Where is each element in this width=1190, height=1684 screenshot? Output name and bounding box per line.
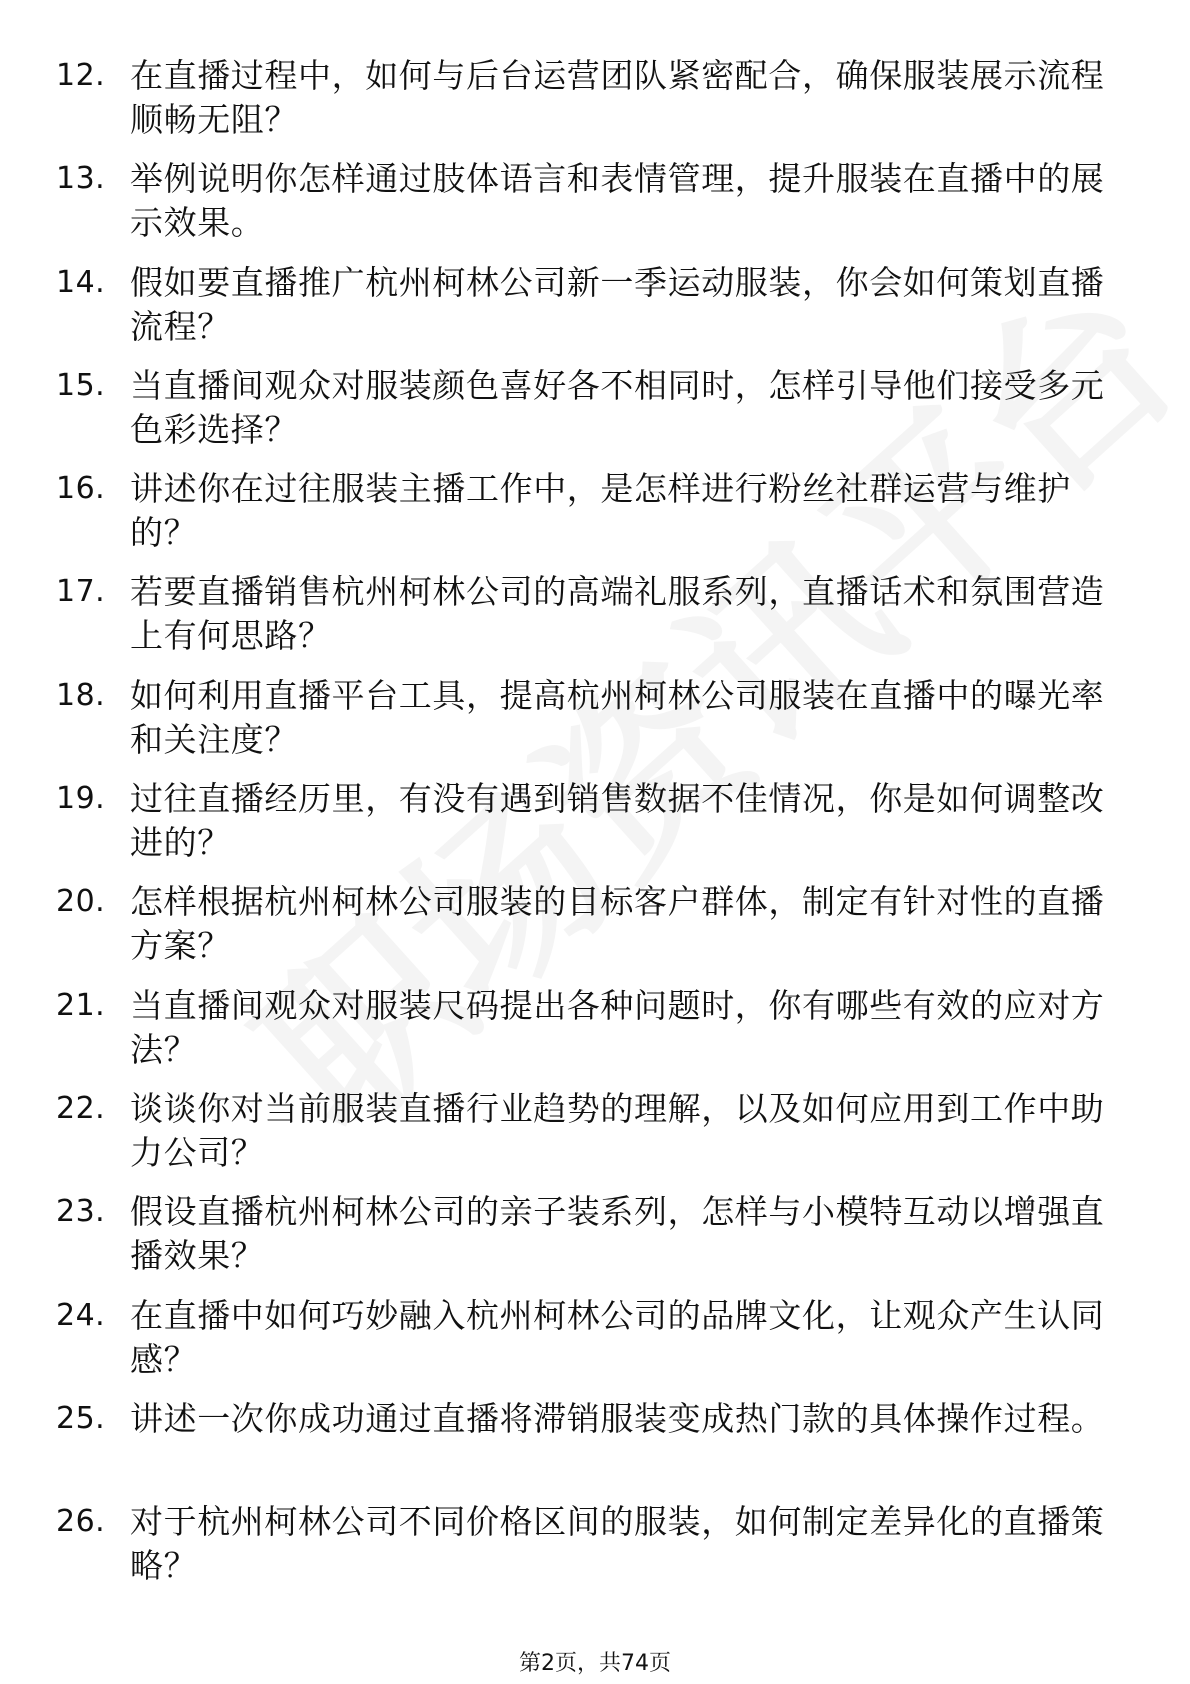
question-number: 15.: [56, 367, 106, 403]
question-list: [56, 54, 1126, 1603]
question-number: 19.: [56, 781, 106, 817]
question-item: [56, 157, 1126, 253]
question-number: 23.: [56, 1194, 106, 1230]
question-number: 21.: [56, 987, 106, 1023]
question-item: [56, 880, 1126, 976]
question-number: 22.: [56, 1090, 106, 1126]
question-text: 假如要直播推广杭州柯林公司新一季运动服装，你会如何策划直播流程？: [130, 262, 1105, 346]
question-item: [56, 364, 1126, 460]
question-number: 16.: [56, 471, 106, 507]
question-number: 20.: [56, 884, 106, 920]
question-number: 14.: [56, 264, 106, 300]
question-text: 讲述一次你成功通过直播将滞销服装变成热门款的具体操作过程。: [130, 1398, 1105, 1438]
question-number: 24.: [56, 1297, 106, 1333]
question-text: 若要直播销售杭州柯林公司的高端礼服系列，直播话术和氛围营造上有何思路？: [130, 572, 1105, 656]
question-text: 假设直播杭州柯林公司的亲子装系列，怎样与小模特互动以增强直播效果？: [130, 1192, 1105, 1276]
question-text: 在直播过程中，如何与后台运营团队紧密配合，确保服装展示流程顺畅无阻？: [130, 56, 1105, 139]
question-text: 怎样根据杭州柯林公司服装的目标客户群体，制定有针对性的直播方案？: [130, 882, 1105, 966]
question-text: 谈谈你对当前服装直播行业趋势的理解，以及如何应用到工作中助力公司？: [130, 1088, 1105, 1172]
question-number: 12.: [56, 58, 106, 93]
question-item: [56, 984, 1126, 1080]
question-item: [56, 570, 1126, 666]
question-text: 当直播间观众对服装尺码提出各种问题时，你有哪些有效的应对方法？: [130, 985, 1105, 1069]
question-number: 13.: [56, 161, 106, 197]
page-footer: 第2页，共74页: [519, 1651, 671, 1676]
question-text: 对于杭州柯林公司不同价格区间的服装，如何制定差异化的直播策略？: [130, 1502, 1105, 1586]
question-text: 过往直播经历里，有没有遇到销售数据不佳情况，你是如何调整改进的？: [130, 779, 1105, 863]
question-text: 当直播间观众对服装颜色喜好各不相同时，怎样引导他们接受多元色彩选择？: [130, 365, 1105, 449]
question-item: [56, 1190, 1126, 1286]
question-item: [56, 1500, 1126, 1596]
question-item: [56, 1294, 1126, 1390]
question-item: [56, 674, 1126, 770]
question-text: 举例说明你怎样通过肢体语言和表情管理，提升服装在直播中的展示效果。: [130, 159, 1105, 243]
question-text: 讲述你在过往服装主播工作中，是怎样进行粉丝社群运营与维护的？: [130, 469, 1071, 553]
question-item: [56, 467, 1126, 563]
question-text: 在直播中如何巧妙融入杭州柯林公司的品牌文化，让观众产生认同感？: [130, 1295, 1105, 1379]
question-item: [56, 1397, 1126, 1493]
question-number: 26.: [56, 1504, 106, 1540]
question-text: 如何利用直播平台工具，提高杭州柯林公司服装在直播中的曝光率和关注度？: [130, 675, 1105, 759]
question-number: 25.: [56, 1400, 106, 1436]
question-number: 17.: [56, 574, 106, 610]
question-item: [56, 1087, 1126, 1183]
question-number: 18.: [56, 677, 106, 713]
question-item: [56, 777, 1126, 873]
question-item: [56, 54, 1126, 150]
question-item: [56, 261, 1126, 357]
